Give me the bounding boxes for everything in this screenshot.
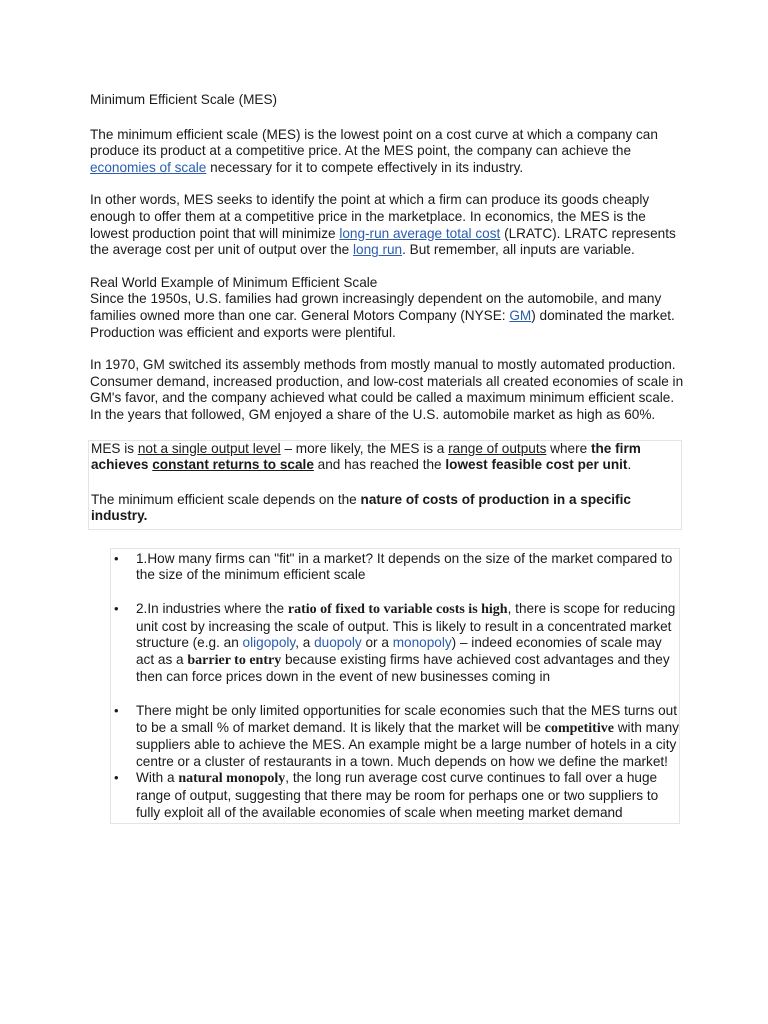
text: , a	[295, 635, 315, 651]
text: where	[546, 440, 591, 456]
text: ) dominated the market. Production was efficient and exports were plentiful.	[90, 307, 675, 340]
link-gm[interactable]: GM	[509, 307, 532, 323]
list-item	[111, 551, 679, 584]
text: In other words, MES seeks to identify the point at which a firm can produce its goods cheaply enough to offer them at a competitive price in the marketplace. In economics, the MES is the lowest production point that will minimize	[90, 192, 650, 241]
text: necessary for it to compete effectively in its industry.	[206, 159, 524, 175]
underlined-text: not a single output level	[137, 440, 281, 456]
text: , there is scope for reducing unit cost by increasing the scale of output. This is likely to result in a concentrated market structure (e.g. an	[136, 601, 676, 651]
document-title: Minimum Efficient Scale (MES)	[90, 92, 278, 107]
text: with many suppliers able to achieve the MES. An example might be a large number of hotels in a city centre or a cluster of restaurants in a town. Much depends on how we define the market!	[136, 719, 679, 769]
bold-text: competitive	[544, 720, 614, 736]
list-item	[111, 703, 679, 770]
underlined-text: range of outputs	[448, 440, 547, 456]
paragraph-gm-1970: In 1970, GM switched its assembly methods from mostly manual to mostly automated production. Consumer demand, increased production, and low-cost materials all created economies of scale in GM's favor, and the company achieved what could be called a maximum minimum efficient scale. In the years that followed, GM enjoyed a share of the U.S. automobile market as high as 60%.	[90, 357, 684, 422]
section-heading-real-world: Real World Example of Minimum Efficient Scale	[90, 274, 378, 290]
bold-text: natural monopoly	[178, 771, 286, 787]
text: or a	[361, 635, 393, 651]
text: 1.How many firms can "fit" in a market? It depends on the size of the market compared to the size of the minimum efficient scale	[136, 550, 673, 583]
bold-text: ratio of fixed to variable costs is high	[287, 602, 508, 618]
paragraph-definition	[90, 127, 686, 177]
text: There might be only limited opportunities for scale economies such that the MES turns out to be a small % of market demand. It is likely that the market will be	[136, 703, 678, 735]
bold-text: the firm achieves	[91, 440, 641, 473]
link-economies-of-scale[interactable]: economies of scale	[90, 159, 207, 175]
bullet-list	[111, 551, 679, 821]
text: With a	[136, 770, 179, 786]
mes-depends-text	[91, 492, 679, 525]
bold-text: barrier to entry	[187, 652, 282, 668]
text: MES is	[91, 440, 138, 456]
bold-underlined-text: constant returns to scale	[152, 457, 314, 473]
document-body	[90, 92, 686, 824]
text: 2.In industries where the	[136, 601, 288, 617]
list-item	[111, 770, 679, 821]
text: The minimum efficient scale (MES) is the lowest point on a cost curve at which a company can produce its product at a competitive price. At the MES point, the company can achieve the	[90, 126, 658, 159]
text: – more likely, the MES is a	[280, 440, 449, 456]
paragraph-gm-history	[90, 291, 686, 341]
bold-text: lowest feasible cost per unit	[445, 457, 628, 473]
bullet-list-box	[110, 548, 680, 824]
link-long-run-average-total-cost[interactable]: long-run average total cost	[339, 225, 501, 241]
paragraph-other-words	[90, 192, 686, 258]
text: ) – indeed economies of scale may act as a	[136, 635, 662, 667]
mes-summary-box	[88, 440, 682, 530]
text: .	[627, 457, 632, 473]
text: , the long run average cost curve continues to fall over a huge range of output, suggesting that there may be room for perhaps one or two suppliers to fully exploit all of the available economies of scale when meeting market demand	[136, 770, 659, 820]
text: and has reached the	[313, 457, 446, 473]
bold-text: nature of costs of production in a specific industry.	[91, 491, 631, 524]
text: The minimum efficient scale depends on the	[91, 491, 361, 507]
text: Since the 1950s, U.S. families had grown increasingly dependent on the automobile, and many families owned more than one car. General Motors Company (NYSE:	[90, 291, 662, 323]
list-item	[111, 601, 679, 686]
text: (LRATC). LRATC represents the average cost per unit of output over the	[90, 225, 676, 258]
text: because existing firms have achieved cost advantages and they then can force prices down in the event of new businesses coming in	[136, 651, 670, 685]
link-long-run[interactable]: long run	[352, 242, 403, 258]
text: . But remember, all inputs are variable.	[402, 242, 635, 258]
link-duopoly[interactable]: duopoly	[314, 635, 362, 651]
link-oligopoly[interactable]: oligopoly	[242, 635, 296, 651]
link-monopoly[interactable]: monopoly	[392, 635, 452, 651]
mes-range-text	[91, 441, 679, 474]
